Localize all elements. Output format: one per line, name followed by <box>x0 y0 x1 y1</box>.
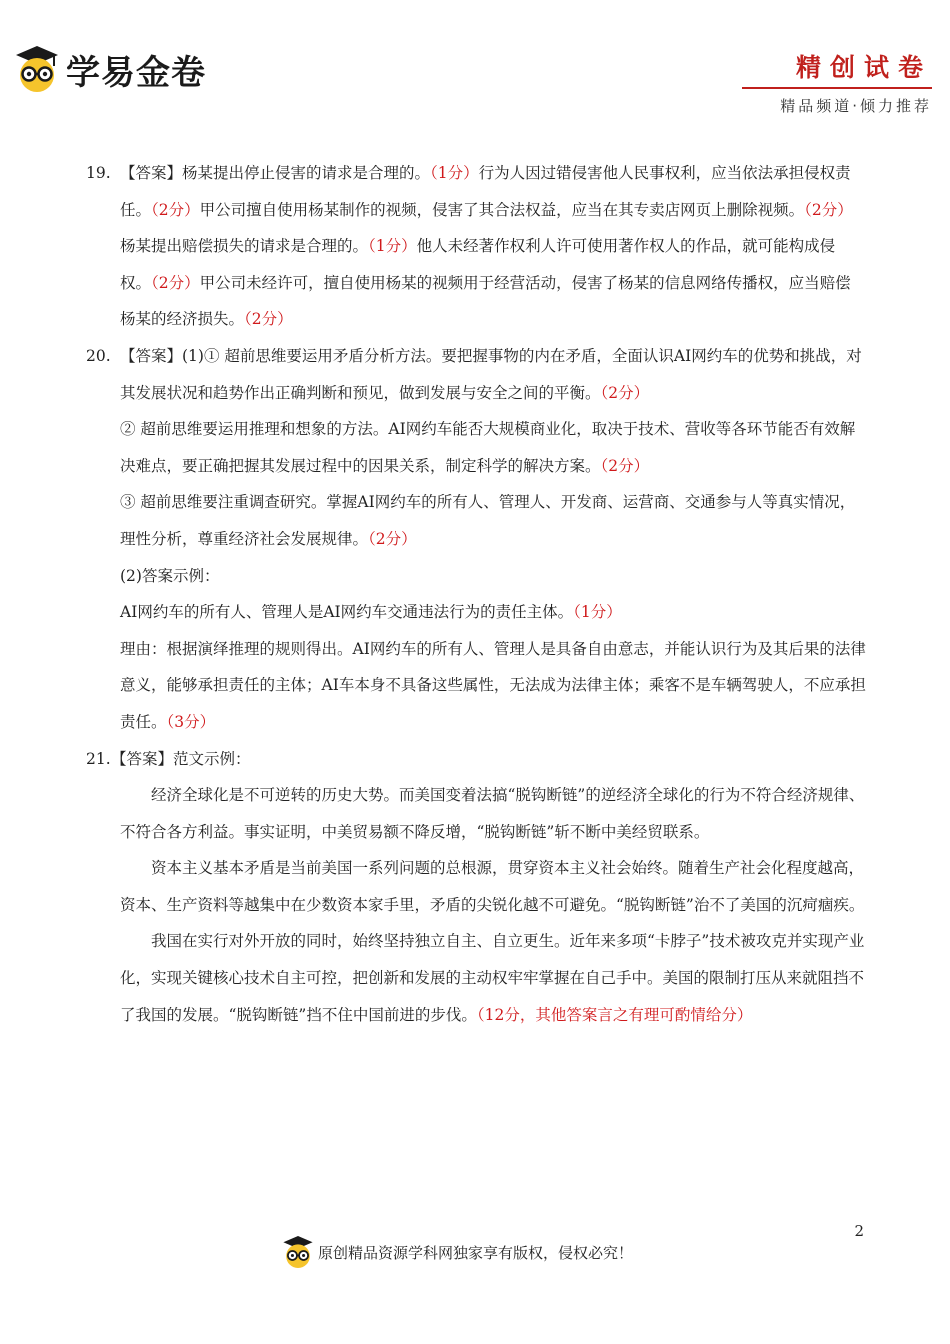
score-label: （2分） <box>368 529 417 548</box>
score-label: （1分） <box>573 603 622 622</box>
copyright-text: 原创精品资源学科网独家享有版权，侵权必究！ <box>318 1243 634 1262</box>
answer-text: 杨某提出赔偿损失的请求是合理的。 <box>120 237 369 256</box>
score-label: （1分） <box>368 237 417 256</box>
answer-subheading: (2)答案示例： <box>120 566 220 585</box>
answer-text: 【答案】杨某提出停止侵害的请求是合理的。 <box>120 164 431 182</box>
score-label: （2分） <box>804 200 853 219</box>
question-number: 19. <box>86 164 111 182</box>
answer-paragraph <box>120 155 866 228</box>
score-label: （2分） <box>600 383 650 402</box>
score-label: （2分） <box>600 456 650 475</box>
answer-paragraph <box>120 631 866 741</box>
question-number: 20. <box>86 346 111 365</box>
brand-title: 精创试卷 <box>742 48 932 89</box>
answer-text: 【答案】(1)① 超前思维要运用矛盾分析方法。要把握事物的内在矛盾，全面认识AI网约车的优势和挑战，对其发展状况和趋势作出正确判断和预见，做到发展与安全之间的平衡。 <box>120 346 862 402</box>
answer-paragraph <box>120 338 866 411</box>
answer-paragraph <box>120 594 866 631</box>
question-20 <box>86 338 866 741</box>
logo-mascot-icon <box>14 44 60 94</box>
score-label: （2分） <box>244 310 293 329</box>
logo <box>14 44 206 94</box>
answer-text: 我国在实行对外开放的同时，始终坚持独立自主、自立更生。近年来多项“卡脖子”技术被攻克并实现产业化，实现关键核心技术自主可控，把创新和发展的主动权牢牢掌握在自己手中。美国的限制打压从来就阻挡不了我国的发展。“脱钩断链”挡不住中国前进的步伐。 <box>120 932 865 1024</box>
score-label: （3分） <box>166 712 216 731</box>
answer-text: 理由：根据演绎推理的规则得出。AI网约车的所有人、管理人是具备自由意志，并能认识行为及其后果的法律意义，能够承担责任的主体；AI车本身不具备这些属性，无法成为法律主体；乘客不是车辆驾驶人，不应承担责任。 <box>120 639 866 731</box>
page-footer <box>0 1222 950 1282</box>
answer-text: 甲公司未经许可，擅自使用杨某的视频用于经营活动，侵害了杨某的信息网络传播权，应当赔偿杨某的经济损失。 <box>120 273 851 329</box>
logo-text: 学易金卷 <box>66 52 206 93</box>
question-21 <box>86 741 866 1034</box>
answer-content <box>86 155 866 1033</box>
question-19 <box>86 155 866 338</box>
copyright-note <box>282 1234 633 1270</box>
answer-heading: 【答案】范文示例： <box>111 749 251 768</box>
brand-block <box>742 48 932 116</box>
essay-paragraph: 资本主义基本矛盾是当前美国一系列问题的总根源，贯穿资本主义社会始终。随着生产社会化程度越高，资本、生产资料等越集中在少数资本家手里，矛盾的尖锐化越不可避免。“脱钩断链”治不了美国的沉疴痼疾。 <box>120 859 865 914</box>
essay-paragraph: 经济全球化是不可逆转的历史大势。而美国变着法搞“脱钩断链”的逆经济全球化的行为不符合经济规律、不符合各方利益。事实证明，中美贸易额不降反增，“脱钩断链”斩不断中美经贸联系。 <box>120 786 865 841</box>
page-header <box>0 0 950 120</box>
essay-paragraph <box>120 923 866 1033</box>
answer-text: AI网约车的所有人、管理人是AI网约车交通违法行为的责任主体。 <box>120 603 574 622</box>
brand-subtitle: 精品频道·倾力推荐 <box>780 97 932 115</box>
question-number: 21. <box>86 749 111 768</box>
logo-mascot-icon <box>282 1234 314 1270</box>
answer-text: ③ 超前思维要注重调查研究。掌握AI网约车的所有人、管理人、开发商、运营商、交通参与人等真实情况，理性分析，尊重经济社会发展规律。 <box>120 493 856 548</box>
score-label: （2分） <box>151 200 200 219</box>
answer-text: 行为人因过错侵害他人民事权利，应当依法承担侵权责任。 <box>120 164 851 219</box>
answer-text: 甲公司擅自使用杨某制作的视频，侵害了其合法权益，应当在其专卖店网页上删除视频。 <box>199 200 805 219</box>
page-number: 2 <box>854 1222 864 1240</box>
score-label: （1分） <box>430 164 479 182</box>
answer-text: ② 超前思维要运用推理和想象的方法。AI网约车能否大规模商业化，取决于技术、营收等各环节能否有效解决难点，要正确把握其发展过程中的因果关系，制定科学的解决方案。 <box>120 420 856 475</box>
score-label: （12分，其他答案言之有理可酌情给分） <box>476 1005 753 1024</box>
answer-paragraph <box>120 484 866 557</box>
answer-paragraph <box>120 411 866 484</box>
answer-paragraph <box>120 228 866 338</box>
score-label: （2分） <box>151 273 200 292</box>
answer-text: 他人未经著作权利人许可使用著作权人的作品，就可能构成侵权。 <box>120 237 836 292</box>
